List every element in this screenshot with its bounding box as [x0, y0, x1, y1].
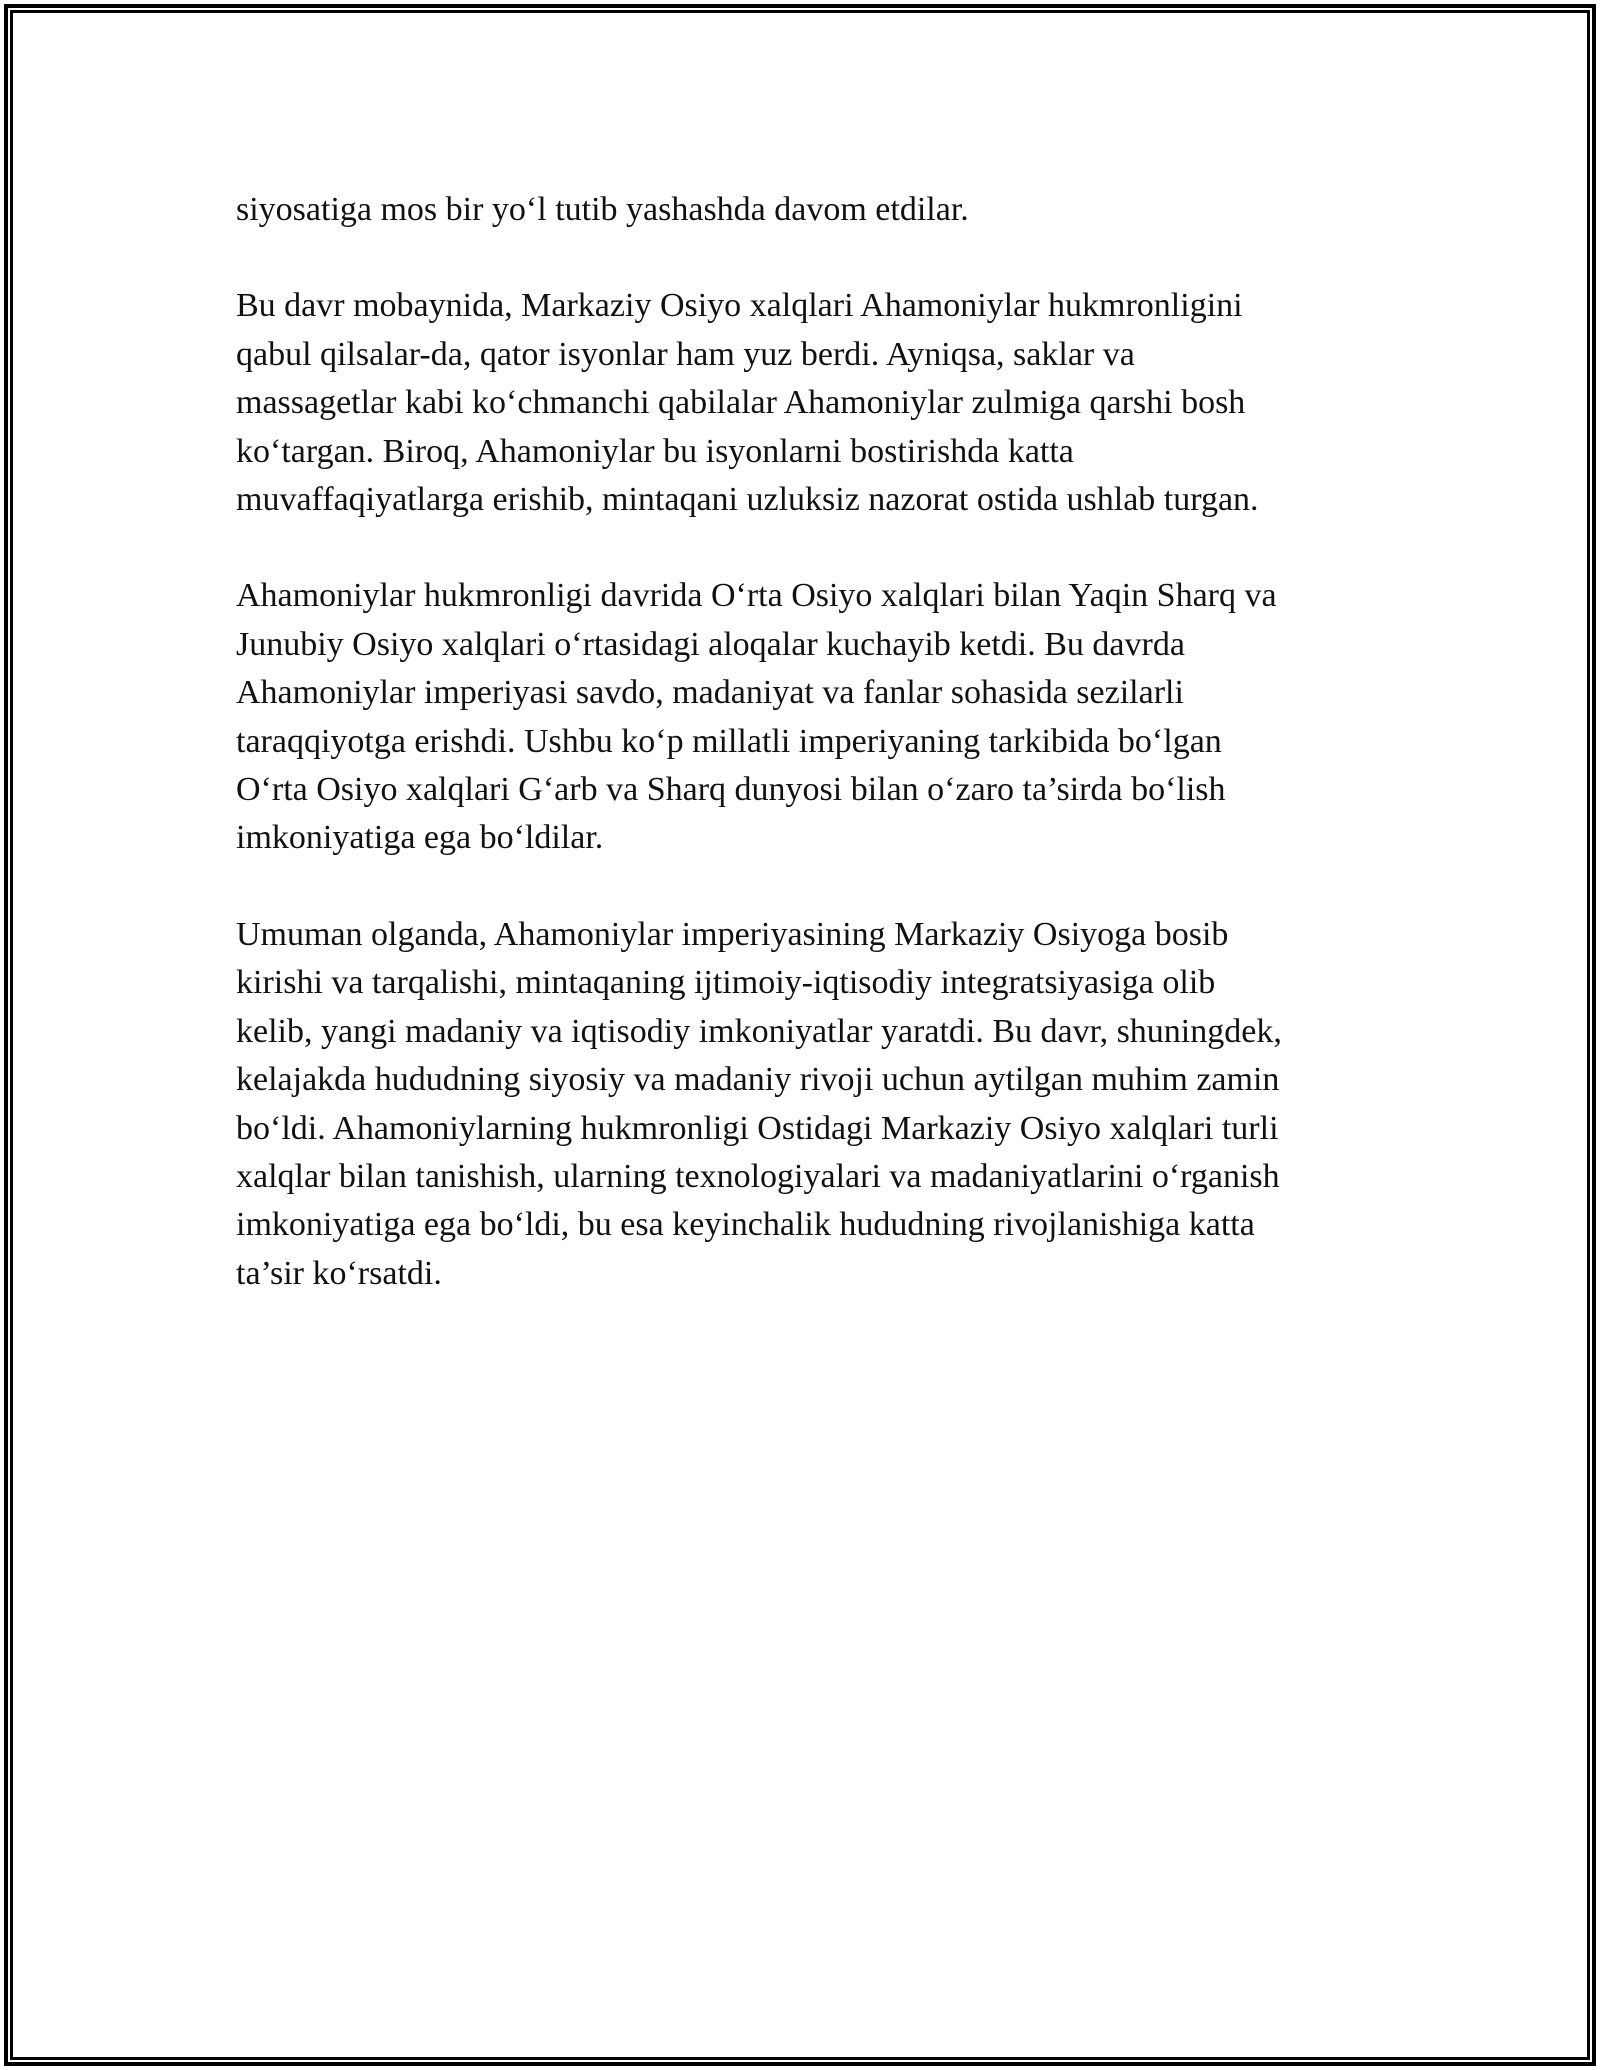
document-body — [236, 186, 1406, 1346]
paragraph-uprisings: Bu davr mobaynida, Markaziy Osiyo xalqlari Ahamoniylar hukmronligini qabul qilsalar-da, qator isyonlar ham yuz berdi. Ayniqsa, saklar va massagetlar kabi ko‘chmanchi qabilalar Ahamoniylar zulmiga qarshi bosh ko‘targan. Biroq, Ahamoniylar bu isyonlarni bostirishda katta muvaffaqiyatlarga erishib, mintaqani uzluksiz nazorat ostida ushlab turgan. — [236, 287, 1259, 519]
paragraph-relations: Ahamoniylar hukmronligi davrida O‘rta Osiyo xalqlari bilan Yaqin Sharq va Junubiy Osiyo xalqlari o‘rtasidagi aloqalar kuchayib ketdi. Bu davrda Ahamoniylar imperiyasi savdo, madaniyat va fanlar sohasida sezilarli taraqqiyotga erishdi. Ushbu ko‘p millatli imperiyaning tarkibida bo‘lgan O‘rta Osiyo xalqlari G‘arb va Sharq dunyosi bilan o‘zaro ta’sirda bo‘lish imkoniyatiga ega bo‘ldilar. — [236, 577, 1277, 857]
paragraph-conclusion: Umuman olganda, Ahamoniylar imperiyasining Markaziy Osiyoga bosib kirishi va tarqalishi, mintaqaning ijtimoiy-iqtisodiy integratsiyasiga olib kelib, yangi madaniy va iqtisodiy imkoniyatlar yaratdi. Bu davr, shuningdek, kelajakda hududning siyosiy va madaniy rivoji uchun aytilgan muhim zamin bo‘ldi. Ahamoniylarning hukmronligi Ostidagi Markaziy Osiyo xalqlari turli xalqlar bilan tanishish, ularning texnologiyalari va madaniyatlarini o‘rganish imkoniyatiga ega bo‘ldi, bu esa keyinchalik hududning rivojlanishiga katta ta’sir ko‘rsatdi. — [236, 915, 1282, 1292]
paragraph-continuation: siyosatiga mos bir yo‘l tutib yashashda davom etdilar. — [236, 191, 969, 228]
